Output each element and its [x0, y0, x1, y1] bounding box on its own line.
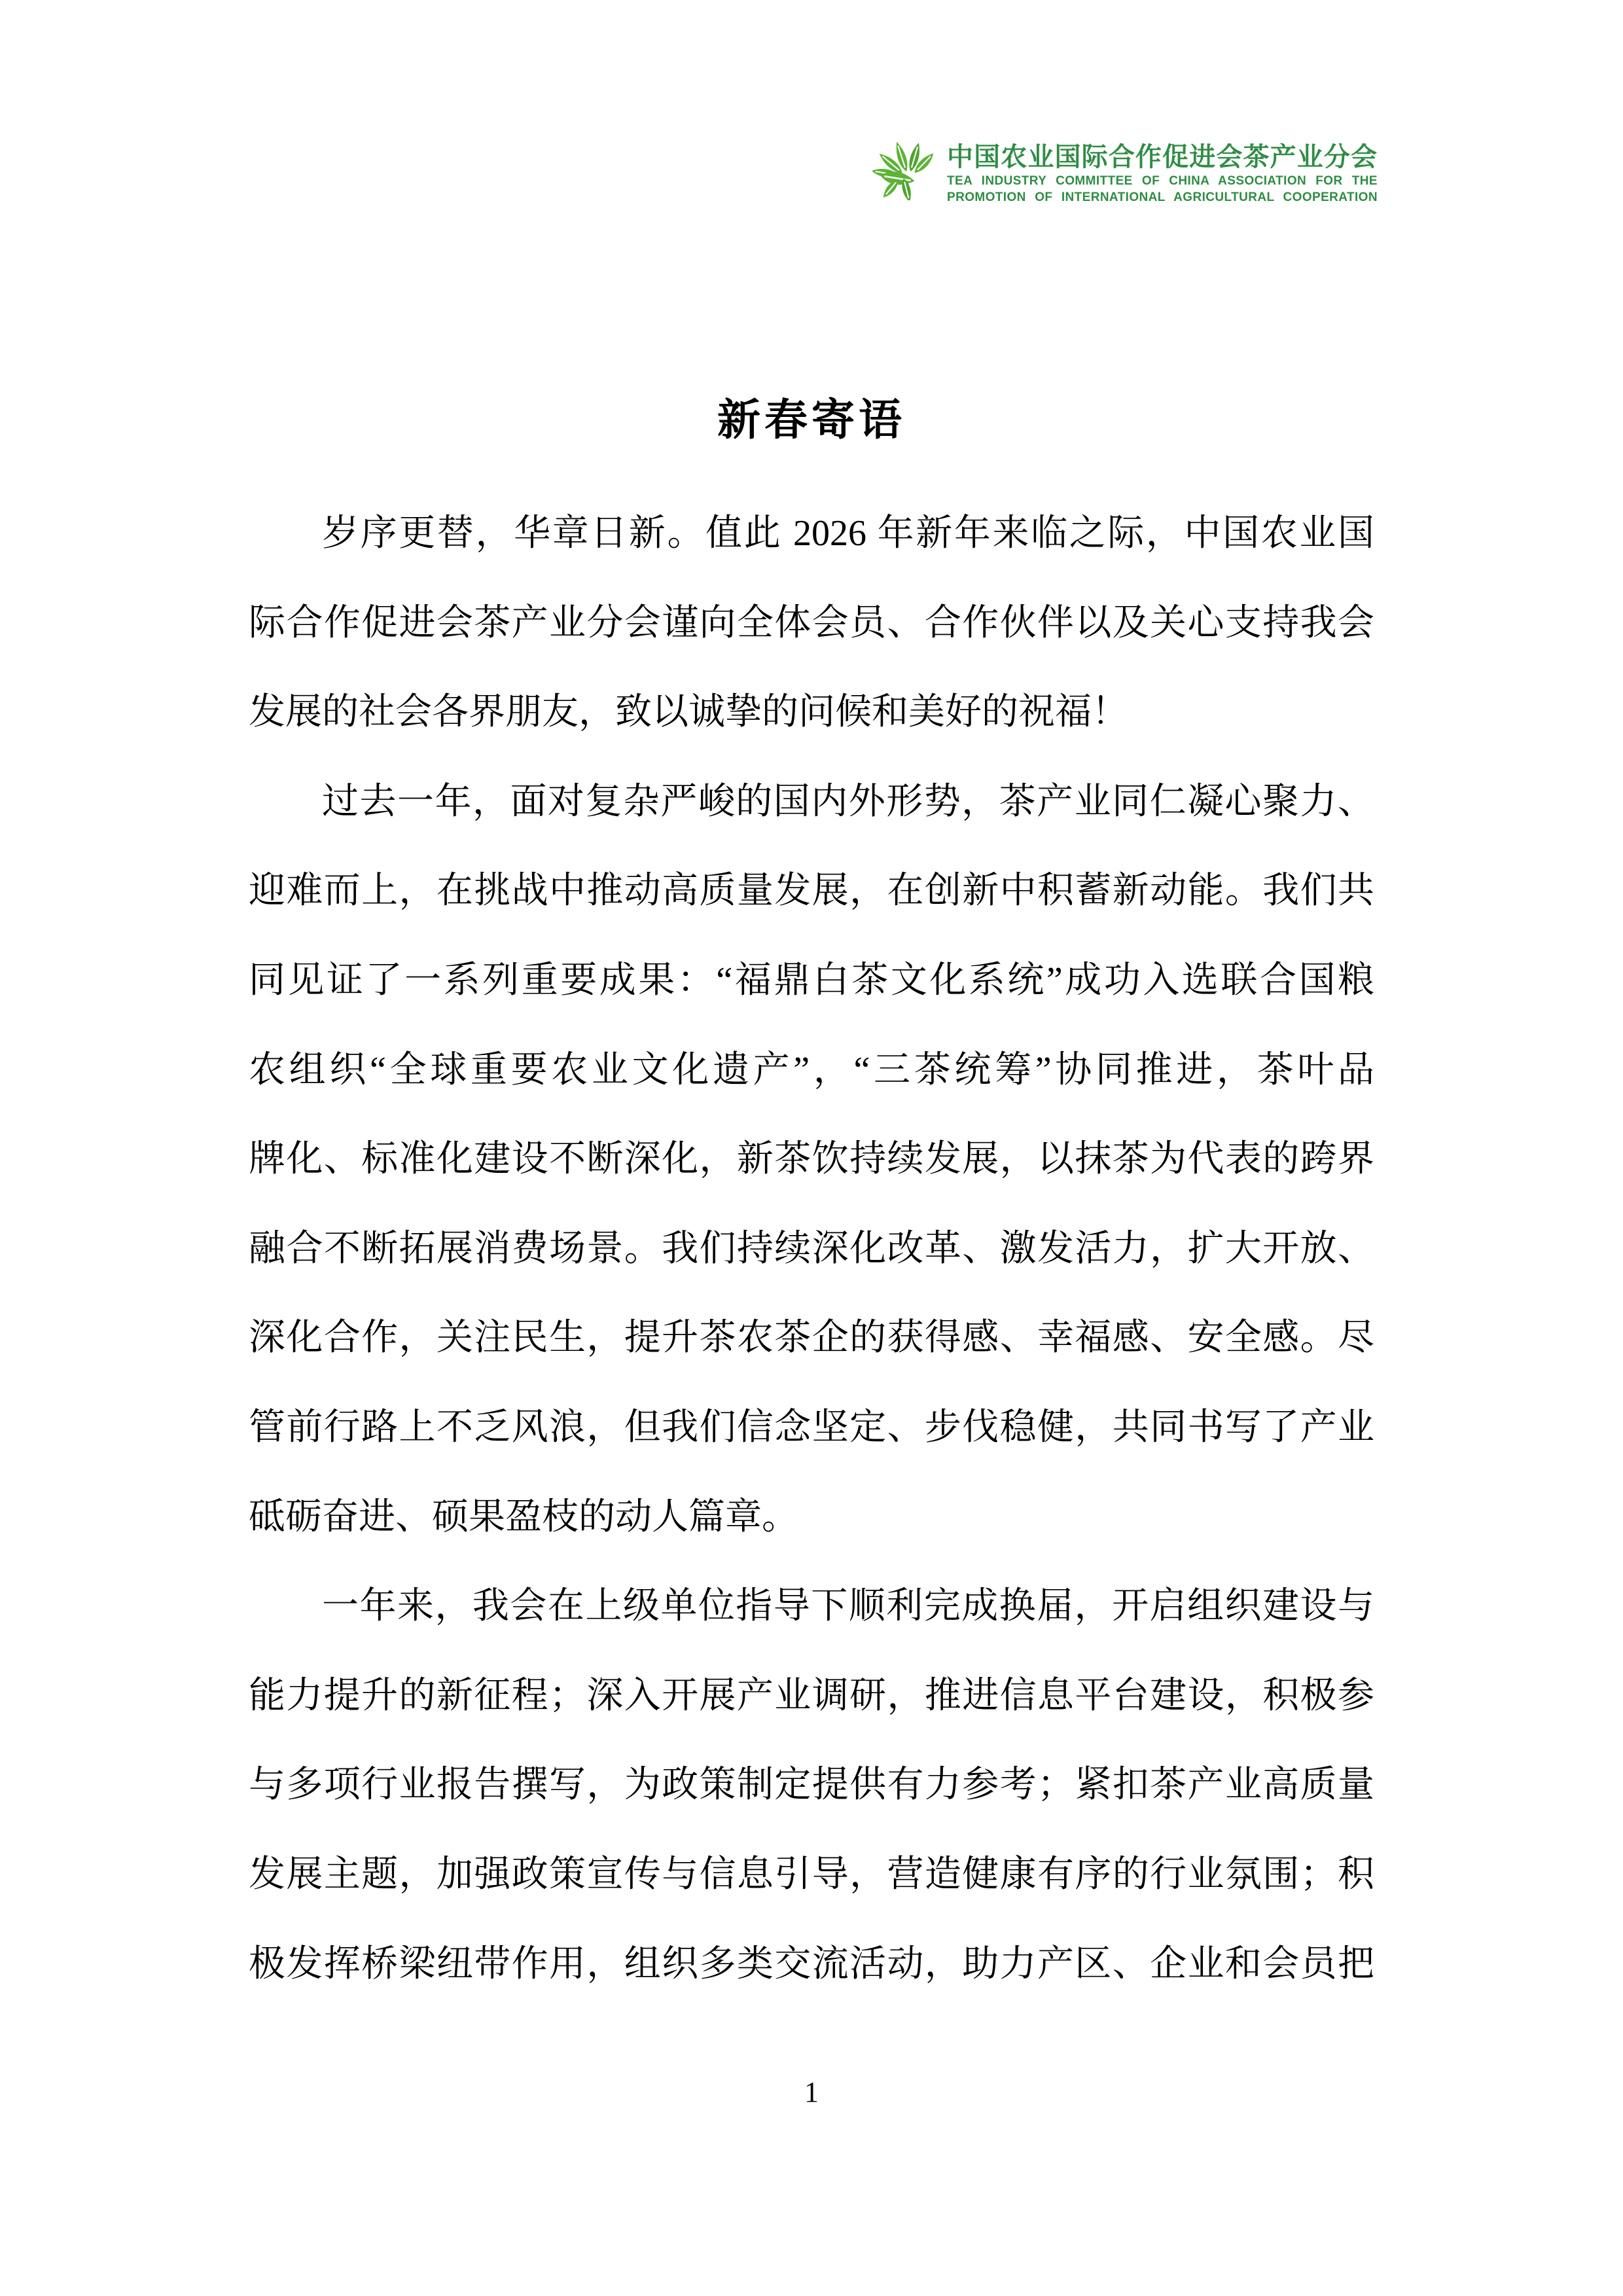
body-text-line: 过去一年，面对复杂严峻的国内外形势，茶产业同仁凝心聚力、 — [322, 781, 1374, 822]
page-number: 1 — [804, 2076, 819, 2108]
body-text-line: 砥砺奋进、硕果盈枝的动人篇章。 — [249, 1496, 798, 1537]
org-name-english-line1: TEA INDUSTRY COMMITTEE OF CHINA ASSOCIATION FOR THE — [947, 174, 1378, 188]
body-text-line: 发展的社会各界朋友，致以诚挚的问候和美好的祝福！ — [249, 692, 1128, 733]
body-text-line: 同见证了一系列重要成果：“福鼎白茶文化系统”成功入选联合国粮 — [249, 960, 1374, 1001]
body-text-line: 与多项行业报告撰写，为政策制定提供有力参考；紧扣茶产业高质量 — [249, 1765, 1374, 1806]
tea-leaves-logo-icon — [872, 137, 940, 200]
org-name-english-line2: PROMOTION OF INTERNATIONAL AGRICULTURAL COOPERATION — [947, 190, 1378, 204]
body-text-line: 际合作促进会茶产业分会谨向全体会员、合作伙伴以及关心支持我会 — [249, 602, 1374, 643]
body-text-line: 农组织“全球重要农业文化遗产”，“三茶统筹”协同推进，茶叶品 — [249, 1049, 1374, 1090]
body-text-line: 深化合作，关注民生，提升茶农茶企的获得感、幸福感、安全感。尽 — [249, 1318, 1374, 1359]
document-title: 新春寄语 — [717, 397, 906, 444]
body-text-line: 管前行路上不乏风浪，但我们信念坚定、步伐稳健，共同书写了产业 — [249, 1407, 1374, 1448]
body-text-line: 牌化、标准化建设不断深化，新茶饮持续发展，以抹茶为代表的跨界 — [249, 1139, 1374, 1180]
body-text-line: 一年来，我会在上级单位指导下顺利完成换届，开启组织建设与 — [322, 1586, 1374, 1627]
org-logo-text — [947, 143, 1378, 204]
document-body — [249, 489, 1374, 2009]
org-name-chinese: 中国农业国际合作促进会茶产业分会 — [947, 143, 1378, 171]
org-logo — [872, 137, 1378, 204]
body-text-line: 发展主题，加强政策宣传与信息引导，营造健康有序的行业氛围；积 — [249, 1854, 1374, 1895]
body-text-line: 岁序更替，华章日新。值此 2026 年新年来临之际，中国农业国 — [322, 513, 1374, 554]
body-text-line: 迎难而上，在挑战中推动高质量发展，在创新中积蓄新动能。我们共 — [249, 870, 1374, 912]
body-text-line: 极发挥桥梁纽带作用，组织多类交流活动，助力产区、企业和会员把 — [249, 1943, 1374, 1984]
body-text-line: 融合不断拓展消费场景。我们持续深化改革、激发活力，扩大开放、 — [249, 1228, 1374, 1269]
body-text-line: 能力提升的新征程；深入开展产业调研，推进信息平台建设，积极参 — [249, 1675, 1374, 1716]
